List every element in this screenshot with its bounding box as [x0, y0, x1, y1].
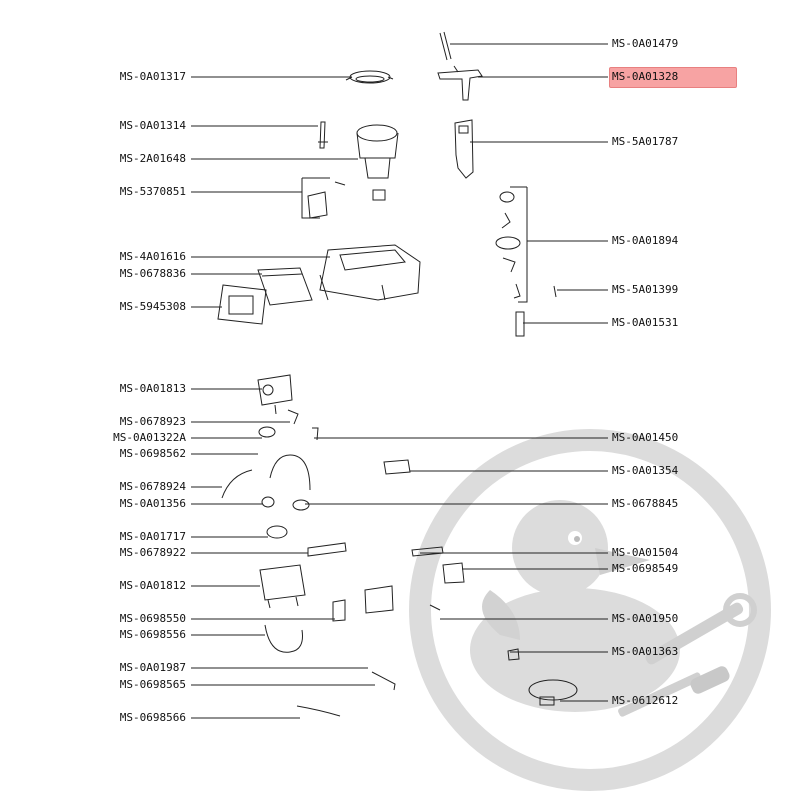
part-label-ms-0a01987[interactable]: MS-0A01987 [119, 661, 186, 674]
part-label-ms-0698565[interactable]: MS-0698565 [119, 678, 186, 691]
part-label-ms-0a01813[interactable]: MS-0A01813 [119, 382, 186, 395]
part-label-ms-0a01354[interactable]: MS-0A01354 [612, 464, 679, 477]
part-label-ms-0698550[interactable]: MS-0698550 [119, 612, 186, 625]
part-label-ms-0678836[interactable]: MS-0678836 [119, 267, 186, 280]
part-label-ms-0a01322a[interactable]: MS-0A01322A [113, 431, 186, 444]
group-bracket [302, 178, 330, 218]
part-label-ms-0a01317[interactable]: MS-0A01317 [119, 70, 186, 83]
part-label-ms-0a01479[interactable]: MS-0A01479 [612, 37, 679, 50]
part-label-ms-0a01531[interactable]: MS-0A01531 [612, 316, 679, 329]
part-label-ms-0612612[interactable]: MS-0612612 [612, 694, 679, 707]
part-label-ms-0a01450[interactable]: MS-0A01450 [612, 431, 679, 444]
part-label-ms-4a01616[interactable]: MS-4A01616 [119, 250, 186, 263]
part-label-ms-0a01314[interactable]: MS-0A01314 [119, 119, 186, 132]
part-label-ms-5945308[interactable]: MS-5945308 [119, 300, 186, 313]
part-label-ms-0a01894[interactable]: MS-0A01894 [612, 234, 679, 247]
group-bracket [510, 187, 527, 302]
part-label-ms-5a01787[interactable]: MS-5A01787 [612, 135, 679, 148]
part-label-ms-0698566[interactable]: MS-0698566 [119, 711, 186, 724]
part-label-ms-0a01356[interactable]: MS-0A01356 [119, 497, 186, 510]
part-label-ms-0698549[interactable]: MS-0698549 [612, 562, 679, 575]
part-label-ms-0678924[interactable]: MS-0678924 [119, 480, 186, 493]
part-label-ms-5a01399[interactable]: MS-5A01399 [612, 283, 679, 296]
part-label-ms-0698562[interactable]: MS-0698562 [119, 447, 186, 460]
part-label-ms-0698556[interactable]: MS-0698556 [119, 628, 186, 641]
part-label-ms-0a01717[interactable]: MS-0A01717 [119, 530, 186, 543]
part-label-ms-0a01363[interactable]: MS-0A01363 [612, 645, 679, 658]
part-label-ms-0a01504[interactable]: MS-0A01504 [612, 546, 679, 559]
part-label-ms-0678845[interactable]: MS-0678845 [612, 497, 679, 510]
part-label-ms-5370851[interactable]: MS-5370851 [119, 185, 186, 198]
part-label-ms-0a01950[interactable]: MS-0A01950 [612, 612, 679, 625]
part-label-ms-2a01648[interactable]: MS-2A01648 [119, 152, 186, 165]
part-label-ms-0a01812[interactable]: MS-0A01812 [119, 579, 186, 592]
part-label-ms-0a01328[interactable]: MS-0A01328 [612, 70, 679, 83]
part-label-ms-0678922[interactable]: MS-0678922 [119, 546, 186, 559]
part-label-ms-0678923[interactable]: MS-0678923 [119, 415, 186, 428]
